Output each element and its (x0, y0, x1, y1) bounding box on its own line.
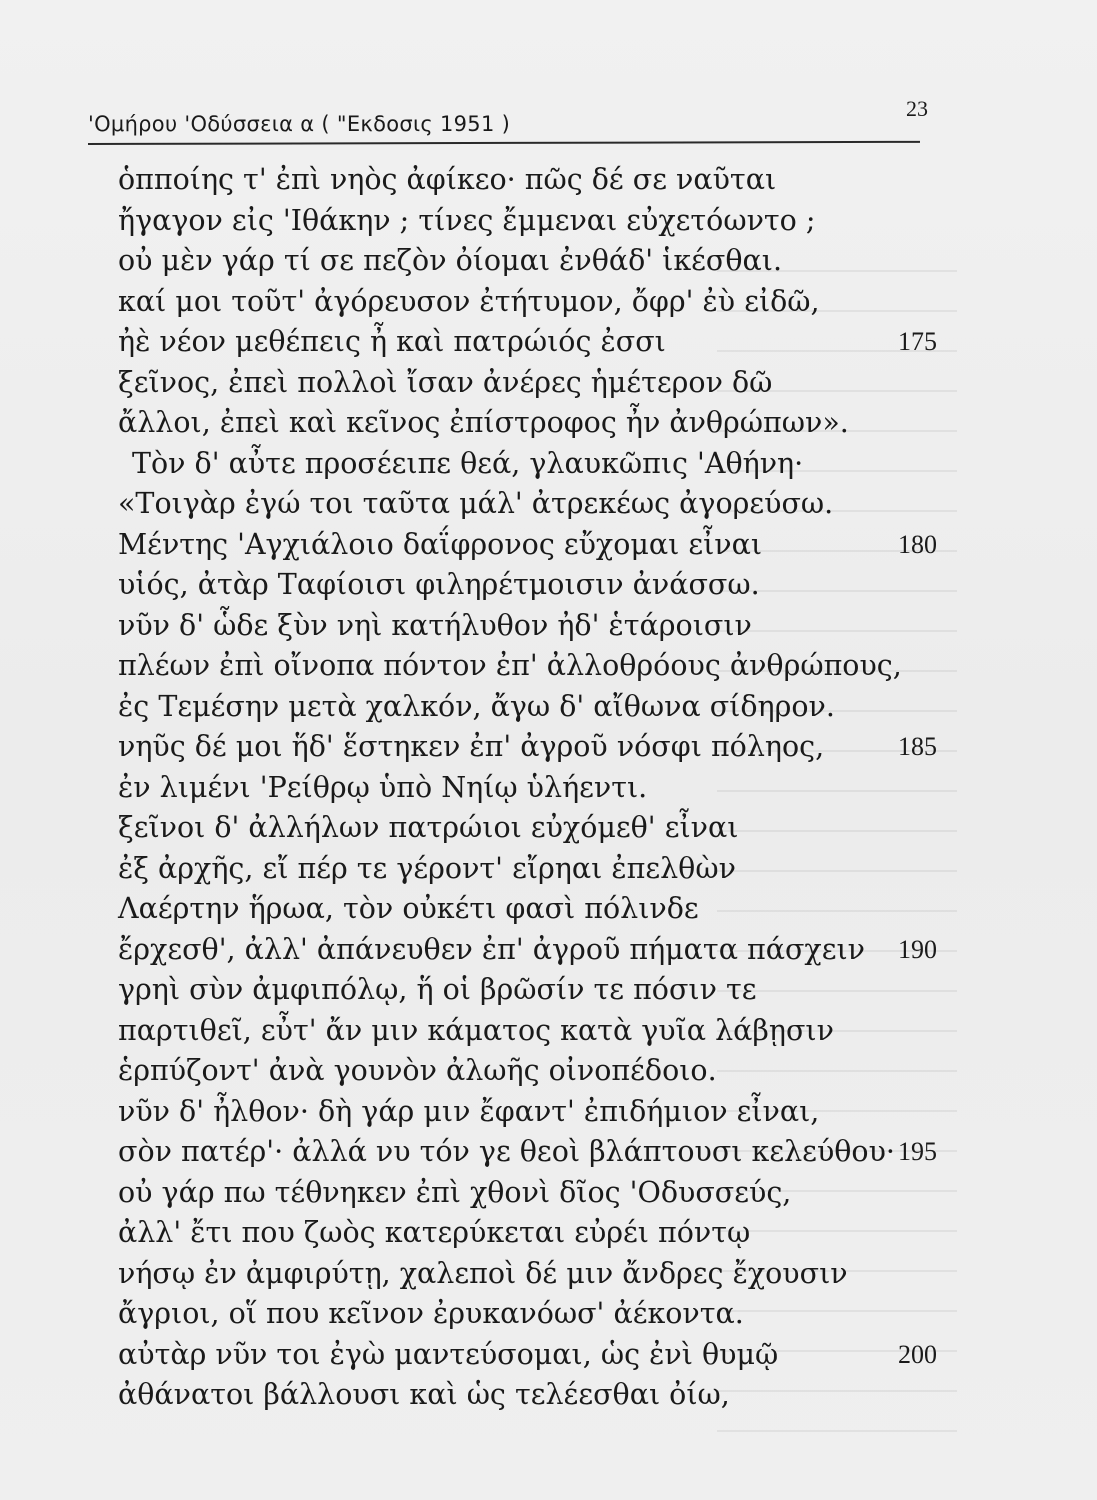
verse-text: ξεῖνοι δ' ἀλλήλων πατρώιοι εὐχόμεθ' εἶναι (118, 811, 739, 844)
verse-line (118, 1254, 938, 1295)
verse-text: ἐς Τεμέσην μετὰ χαλκόν, ἄγω δ' αἴθωνα σίδηρον. (118, 689, 835, 723)
verse-line (118, 363, 938, 404)
verse-text: ἀλλ' ἔτι που ζωὸς κατερύκεται εὐρέι πόντῳ (118, 1216, 751, 1249)
verse-line (118, 1375, 938, 1416)
verse-line (118, 849, 938, 890)
verse-text: «Τοιγὰρ ἐγώ τοι ταῦτα μάλ' ἀτρεκέως ἀγορεύσω. (118, 487, 834, 520)
verse-text: παρτιθεῖ, εὖτ' ἄν μιν κάματος κατὰ γυῖα λάβῃσιν (118, 1013, 834, 1047)
verse-line (118, 565, 938, 606)
verse-text: ὁπποίης τ' ἐπὶ νηὸς ἀφίκεο· πῶς δέ σε ναῦται (118, 163, 777, 196)
verse-line (118, 1335, 938, 1376)
page-number: 23 (906, 96, 928, 121)
verse-text: υἱός, ἀτὰρ Ταφίοισι φιληρέτμοισιν ἀνάσσω. (118, 568, 760, 601)
verse-text: ἑρπύζοντ' ἀνὰ γουνὸν ἀλωῆς οἰνοπέδοιο. (118, 1054, 717, 1087)
verse-line (118, 1051, 938, 1092)
verse-line (118, 1092, 938, 1133)
verse-text: Τὸν δ' αὖτε προσέειπε θεά, γλαυκῶπις 'Αθήνη· (132, 446, 804, 480)
verse-text: οὐ γάρ πω τέθνηκεν ἐπὶ χθονὶ δῖος 'Οδυσσεύς, (118, 1175, 792, 1209)
verse-line (118, 768, 938, 809)
line-number: 195 (898, 1137, 937, 1166)
line-number: 175 (898, 327, 937, 356)
verse-text: πλέων ἐπὶ οἴνοπα πόντον ἐπ' ἀλλοθρόους ἀνθρώπους, (118, 649, 902, 682)
verse-text: ξεῖνος, ἐπεὶ πολλοὶ ἴσαν ἀνέρες ἡμέτερον δῶ (118, 365, 773, 399)
verse-text: Λαέρτην ἥρωα, τὸν οὐκέτι φασὶ πόλινδε (118, 892, 699, 925)
verse-line (118, 1213, 938, 1254)
verse-text: σὸν πατέρ'· ἀλλά νυ τόν γε θεοὶ βλάπτουσι κελεύθου· (118, 1135, 895, 1168)
verse-line (118, 444, 938, 485)
line-number: 180 (898, 529, 937, 559)
verse-text: γρηὶ σὺν ἀμφιπόλῳ, ἥ οἱ βρῶσίν τε πόσιν τε (118, 973, 757, 1006)
verse-text: οὐ μὲν γάρ τί σε πεζὸν ὀίομαι ἐνθάδ' ἱκέσθαι. (118, 244, 783, 277)
verse-line (118, 1011, 938, 1052)
verse-text: ἀθάνατοι βάλλουσι καὶ ὡς τελέεσθαι ὀίω, (118, 1378, 730, 1411)
verse-text: ἐξ ἀρχῆς, εἴ πέρ τε γέροντ' εἴρηαι ἐπελθὼν (118, 851, 736, 885)
line-number: 190 (898, 934, 937, 964)
verse-line (118, 808, 938, 849)
verse-line (118, 241, 938, 282)
verse-line (118, 322, 938, 363)
verse-text: ἄγριοι, οἵ που κεῖνον ἐρυκανόωσ' ἀέκοντα. (118, 1297, 744, 1330)
verse-line (118, 930, 938, 971)
verse-text: ἔρχεσθ', ἀλλ' ἀπάνευθεν ἐπ' ἀγροῦ πήματα πάσχειν (118, 932, 865, 966)
verse-text: ἤγαγον εἰς 'Ιθάκην ; τίνες ἔμμεναι εὐχετόωντο ; (118, 203, 816, 237)
verse-line (118, 889, 938, 930)
verse-text: Μέντης 'Αγχιάλοιο δαΐφρονος εὔχομαι εἶναι (118, 527, 763, 561)
verse-line (118, 525, 938, 566)
verse-text: ἄλλοι, ἐπεὶ καὶ κεῖνος ἐπίστροφος ἦν ἀνθρώπων». (118, 406, 849, 439)
verse-text: καί μοι τοῦτ' ἀγόρευσον ἐτήτυμον, ὄφρ' ἐὺ εἰδῶ, (118, 284, 820, 318)
verse-line (118, 282, 938, 323)
verse-line (118, 1132, 938, 1173)
verse-line (118, 727, 938, 768)
line-number: 200 (898, 1339, 937, 1369)
line-number: 185 (898, 732, 937, 761)
verse-line (118, 403, 938, 444)
verse-text: νῦν δ' ἦλθον· δὴ γάρ μιν ἔφαντ' ἐπιδήμιον εἶναι, (118, 1094, 820, 1128)
verse-text: νηῦς δέ μοι ἥδ' ἕστηκεν ἐπ' ἀγροῦ νόσφι πόληος, (118, 730, 825, 763)
verse-line (118, 1294, 938, 1335)
verse-text: νῦν δ' ὧδε ξὺν νηὶ κατήλυθον ἠδ' ἑτάροισιν (118, 608, 752, 642)
verse-text: ἐν λιμένι 'Ρείθρῳ ὑπὸ Νηίῳ ὑλήεντι. (118, 770, 648, 804)
verse-text: ἠὲ νέον μεθέπεις ἦ καὶ πατρώιός ἐσσι (118, 325, 666, 358)
verse-block (118, 160, 938, 1416)
verse-line (118, 606, 938, 647)
verse-line (118, 646, 938, 687)
verse-text: αὐτὰρ νῦν τοι ἐγὼ μαντεύσομαι, ὡς ἐνὶ θυμῷ (118, 1337, 779, 1371)
verse-line (118, 687, 938, 728)
verse-line (118, 484, 938, 525)
verse-text: νήσῳ ἐν ἀμφιρύτῃ, χαλεποὶ δέ μιν ἄνδρες ἔχουσιν (118, 1256, 848, 1290)
verse-line (118, 970, 938, 1011)
verse-line (118, 160, 938, 201)
running-header (88, 96, 928, 144)
header-title: 'Ομήρου 'Οδύσσεια α ( "Εκδοσις 1951 ) (88, 112, 511, 136)
verse-line (118, 201, 938, 242)
verse-line (118, 1173, 938, 1214)
